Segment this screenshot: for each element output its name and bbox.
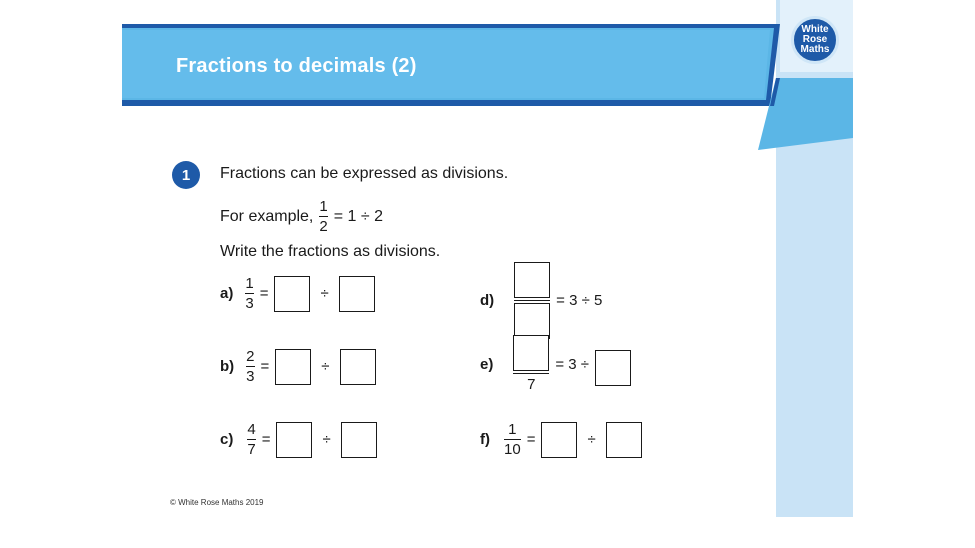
part-c xyxy=(220,421,377,458)
part-a-fraction: $\frac{1}{3}$ xyxy=(245,275,254,312)
example-line xyxy=(220,198,383,235)
example-fraction: $\frac{1}{2}$ xyxy=(319,198,328,235)
copyright-footer: © White Rose Maths 2019 xyxy=(170,498,264,507)
part-d-fraction xyxy=(514,262,550,339)
part-a-label: a) xyxy=(220,285,234,302)
divide-sign: ÷ xyxy=(320,285,329,302)
answer-box-f-divisor[interactable] xyxy=(606,422,642,458)
answer-box-a-divisor[interactable] xyxy=(339,276,375,312)
question-intro: Fractions can be expressed as divisions. xyxy=(220,165,509,182)
part-c-fraction: $\frac{4}{7}$ xyxy=(247,421,256,458)
example-prefix: For example, xyxy=(220,207,314,225)
side-slant-panel xyxy=(758,78,853,150)
answer-box-f-dividend[interactable] xyxy=(541,422,577,458)
part-b xyxy=(220,348,376,385)
part-a xyxy=(220,275,375,312)
part-e-fraction: 7 xyxy=(513,335,549,393)
answer-box-e-numerator[interactable] xyxy=(513,335,549,371)
white-rose-maths-logo: White Rose Maths xyxy=(791,16,839,64)
divide-sign: ÷ xyxy=(322,431,331,448)
part-d xyxy=(480,262,602,339)
part-f-fraction: $\frac{1}{10}$ xyxy=(504,421,521,458)
sidebar-strip xyxy=(776,0,853,517)
answer-box-b-dividend[interactable] xyxy=(275,349,311,385)
equals-sign: = xyxy=(261,431,271,448)
part-f-label: f) xyxy=(480,431,490,448)
example-result: = 1 ÷ 2 xyxy=(333,207,383,225)
part-c-label: c) xyxy=(220,431,234,448)
answer-box-c-divisor[interactable] xyxy=(341,422,377,458)
answer-box-d-numerator[interactable] xyxy=(514,262,550,298)
answer-box-a-dividend[interactable] xyxy=(274,276,310,312)
answer-box-e-divisor[interactable] xyxy=(595,350,631,386)
divide-sign: ÷ xyxy=(587,431,596,448)
equals-sign: = xyxy=(259,285,269,302)
part-b-label: b) xyxy=(220,358,235,375)
page-title: Fractions to decimals (2) xyxy=(176,55,417,77)
equals-sign: = xyxy=(260,358,270,375)
part-e-result: = 3 ÷ xyxy=(555,355,590,373)
question-number-badge: 1 xyxy=(172,161,200,189)
part-d-label: d) xyxy=(480,292,495,309)
answer-box-b-divisor[interactable] xyxy=(340,349,376,385)
answer-box-d-denominator[interactable] xyxy=(514,303,550,339)
part-e-label: e) xyxy=(480,355,494,373)
instruction-text: Write the fractions as divisions. xyxy=(220,243,441,260)
answer-box-c-dividend[interactable] xyxy=(276,422,312,458)
equals-sign: = xyxy=(526,431,536,448)
divide-sign: ÷ xyxy=(321,358,330,375)
part-e xyxy=(480,335,631,393)
part-d-result: = 3 ÷ 5 xyxy=(556,292,603,309)
part-b-fraction: $\frac{2}{3}$ xyxy=(246,348,255,385)
part-f xyxy=(480,421,642,458)
